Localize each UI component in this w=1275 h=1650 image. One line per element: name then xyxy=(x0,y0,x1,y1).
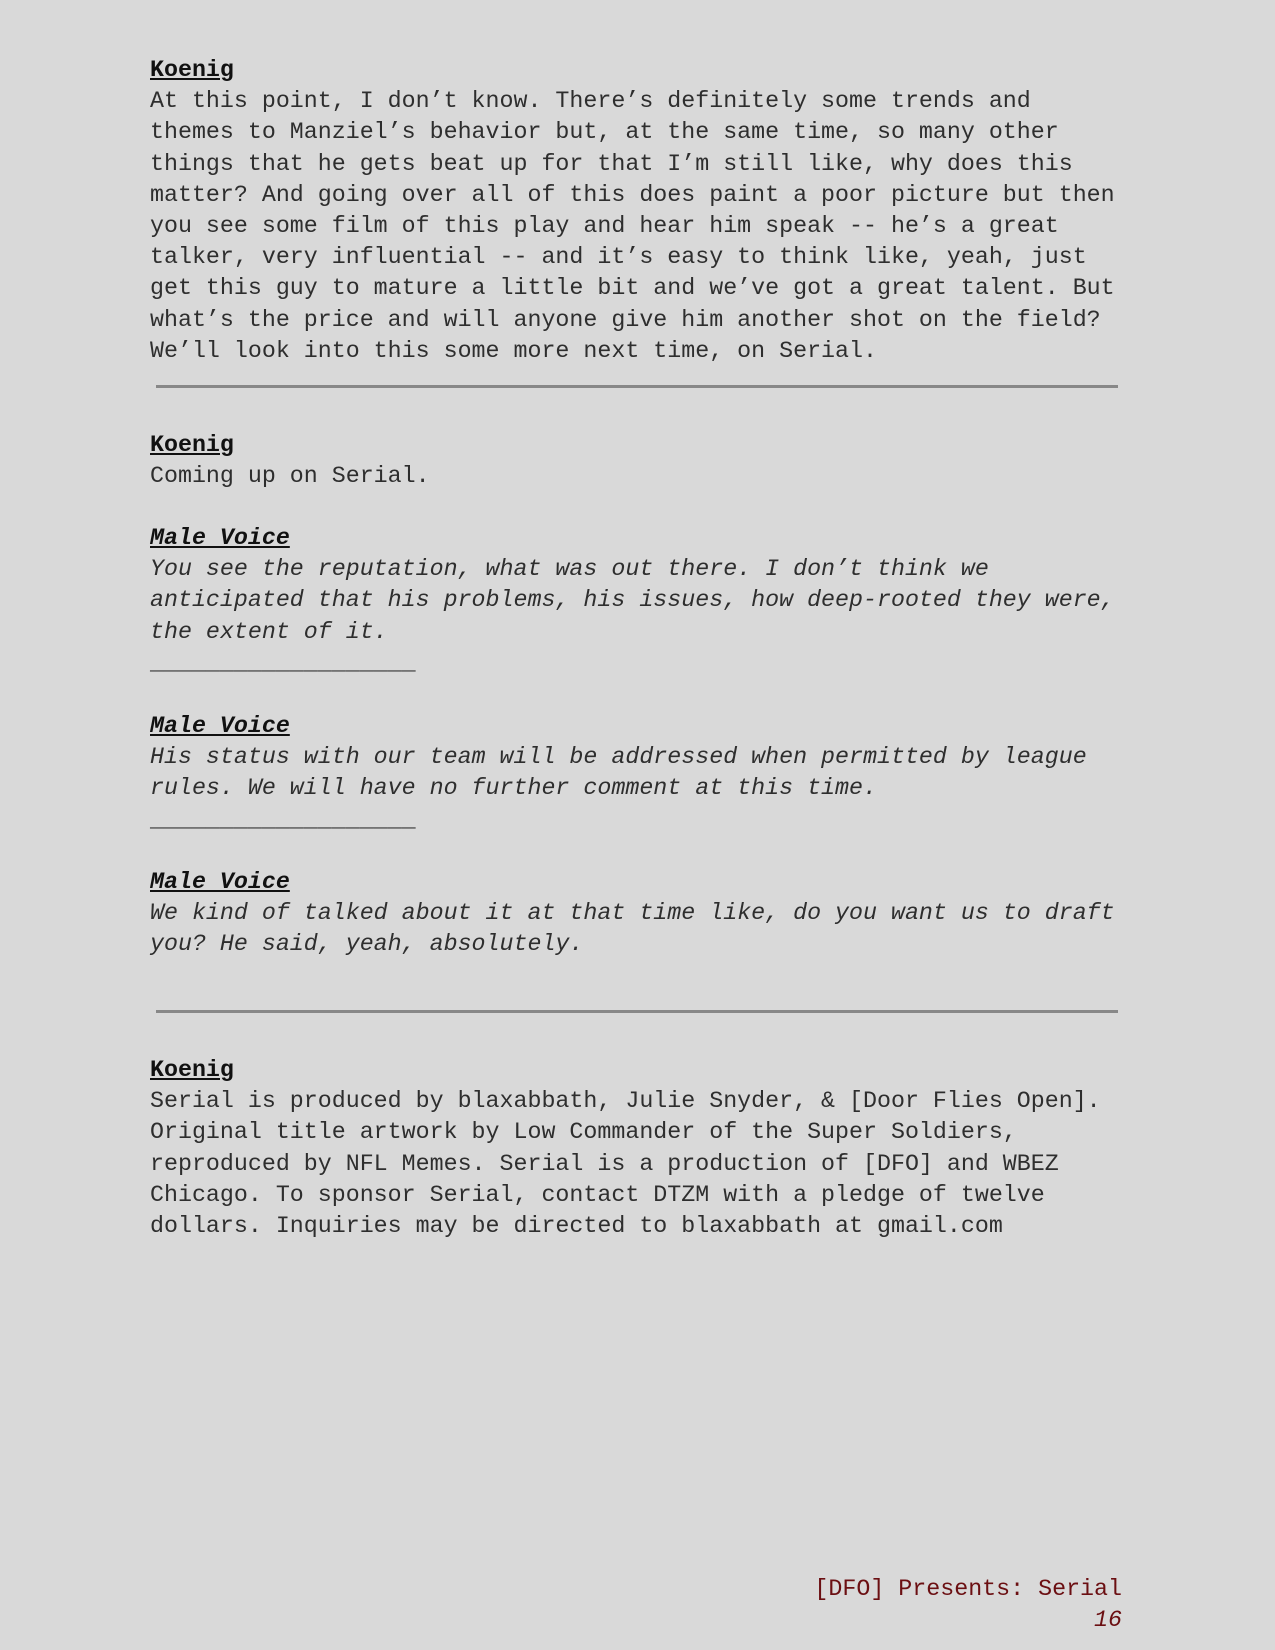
page-footer xyxy=(814,1574,1122,1636)
dialogue-line: We’ll look into this some more next time, on Serial. xyxy=(150,337,877,364)
dialogue-block-male-voice-1 xyxy=(150,523,1150,679)
dialogue-block-koenig-credits xyxy=(150,1055,1150,1242)
clip-separator: ___________________ xyxy=(150,806,416,833)
dialogue-block-male-voice-2 xyxy=(150,711,1150,836)
dialogue-line: get this guy to mature a little bit and we’ve got a great talent. But xyxy=(150,275,1115,302)
dialogue-line: rules. We will have no further comment at this time. xyxy=(150,775,877,802)
clip-separator: ___________________ xyxy=(150,649,416,676)
dialogue-line: you see some film of this play and hear him speak -- he’s a great xyxy=(150,213,1059,240)
footer-title: [DFO] Presents: Serial xyxy=(814,1576,1122,1602)
dialogue-line: You see the reputation, what was out there. I don’t think we xyxy=(150,556,989,583)
speaker-name: Koenig xyxy=(150,57,234,83)
speaker-name: Koenig xyxy=(150,1057,234,1083)
dialogue-line: talker, very influential -- and it’s easy to think like, yeah, just xyxy=(150,244,1087,271)
dialogue-line: what’s the price and will anyone give him another shot on the field? xyxy=(150,306,1101,333)
speaker-name: Male Voice xyxy=(150,525,290,551)
dialogue-line: dollars. Inquiries may be directed to blaxabbath at gmail.com xyxy=(150,1213,1003,1240)
section-divider xyxy=(156,385,1118,388)
dialogue-line: anticipated that his problems, his issues, how deep-rooted they were, xyxy=(150,587,1115,614)
speaker-name: Male Voice xyxy=(150,713,290,739)
dialogue-line: Original title artwork by Low Commander of the Super Soldiers, xyxy=(150,1119,1017,1146)
dialogue-line: matter? And going over all of this does paint a poor picture but then xyxy=(150,181,1115,208)
dialogue-block-koenig-1 xyxy=(150,55,1150,367)
dialogue-line: At this point, I don’t know. There’s definitely some trends and xyxy=(150,88,1031,115)
dialogue-line: themes to Manziel’s behavior but, at the same time, so many other xyxy=(150,119,1059,146)
speaker-name: Koenig xyxy=(150,432,234,458)
speaker-name: Male Voice xyxy=(150,869,290,895)
dialogue-line: Chicago. To sponsor Serial, contact DTZM with a pledge of twelve xyxy=(150,1181,1045,1208)
dialogue-line: you? He said, yeah, absolutely. xyxy=(150,931,584,958)
dialogue-line: things that he gets beat up for that I’m still like, why does this xyxy=(150,150,1073,177)
dialogue-block-male-voice-3 xyxy=(150,867,1150,961)
dialogue-line: reproduced by NFL Memes. Serial is a production of [DFO] and WBEZ xyxy=(150,1150,1059,1177)
dialogue-line: Coming up on Serial. xyxy=(150,463,430,490)
dialogue-line: His status with our team will be addressed when permitted by league xyxy=(150,744,1087,771)
page-number: 16 xyxy=(1094,1607,1122,1633)
dialogue-block-koenig-2 xyxy=(150,430,1150,492)
dialogue-line: We kind of talked about it at that time like, do you want us to draft xyxy=(150,900,1115,927)
dialogue-line: the extent of it. xyxy=(150,618,388,645)
section-divider xyxy=(156,1010,1118,1013)
dialogue-line: Serial is produced by blaxabbath, Julie Snyder, & [Door Flies Open]. xyxy=(150,1088,1101,1115)
